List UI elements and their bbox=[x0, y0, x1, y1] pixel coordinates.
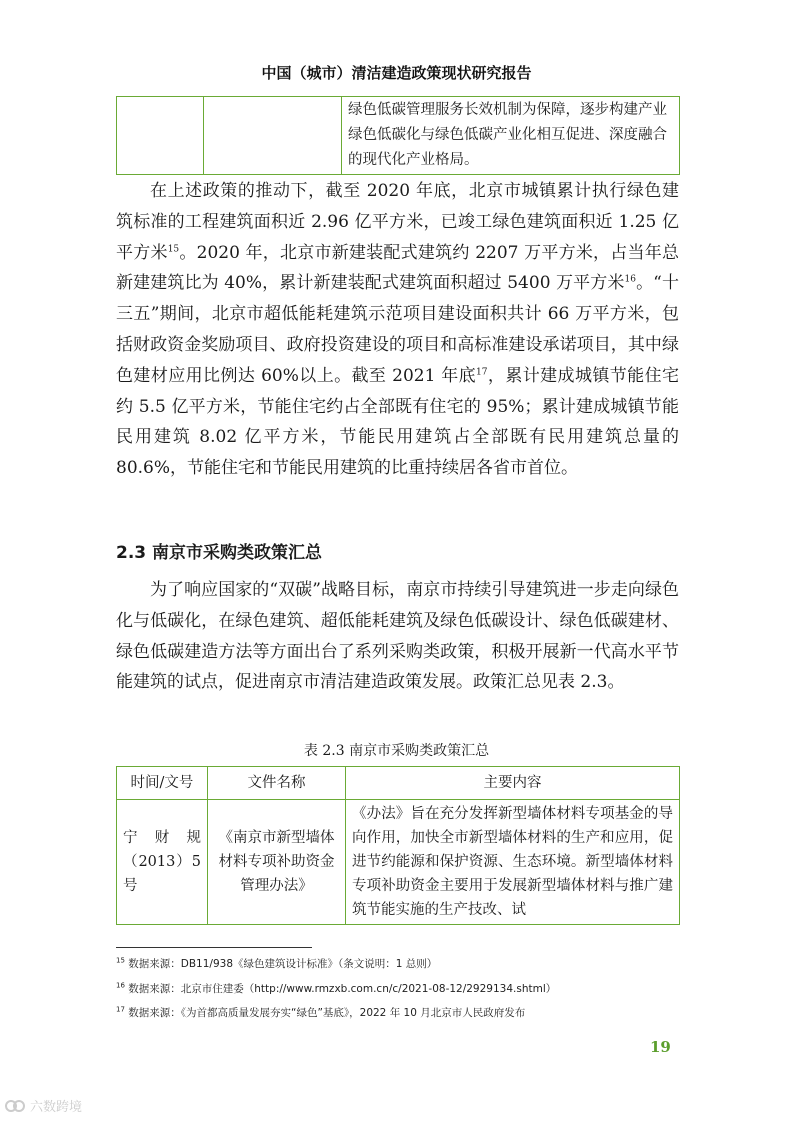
column-header: 时间/文号 bbox=[117, 767, 208, 800]
running-header: 中国（城市）清洁建造政策现状研究报告 bbox=[261, 64, 532, 82]
nanjing-intro-paragraph: 为了响应国家的“双碳”战略目标，南京市持续引导建筑进一步走向绿色化与低碳化，在绿色建筑、超低能耗建筑及绿色低碳设计、绿色低碳建材、绿色低碳建造方法等方面出台了系列采购类政策，积极开展新一代高水平节能建筑的试点，促进南京市清洁建造政策发展。政策汇总见表 2.3。 bbox=[116, 580, 679, 693]
footnote-ref: 16 bbox=[624, 274, 636, 285]
footnote-text: 数据来源：DB11/938《绿色建筑设计标准》（条文说明：1 总则） bbox=[128, 958, 438, 970]
footnote-text: 数据来源：北京市住建委（http://www.rmzxb.com.cn/c/2021-08-12/2929134.shtml） bbox=[128, 983, 557, 995]
footnote-text: 数据来源：《为首都高质量发展夯实“绿色”基底》，2022 年 10 月北京市人民政府发布 bbox=[128, 1007, 526, 1019]
table-cell-content: 绿色低碳管理服务长效机制为保障，逐步构建产业绿色低碳化与绿色低碳产业化相互促进、深度融合的现代化产业格局。 bbox=[342, 97, 680, 175]
footnote-ref: 17 bbox=[476, 367, 488, 378]
table-cell-date bbox=[117, 97, 204, 175]
footnote-number: 15 bbox=[116, 956, 125, 965]
footnote-number: 17 bbox=[116, 1005, 125, 1014]
column-header: 主要内容 bbox=[346, 767, 680, 800]
continued-policy-table bbox=[116, 96, 680, 175]
table-row bbox=[117, 97, 680, 175]
footnote-number: 16 bbox=[116, 981, 125, 990]
paragraph-text: 在上述政策的推动下，截至 2020 年底，北京市城镇累计执行绿色建筑标准的工程建筑面积近 2.96 亿平方米，已竣工绿色建筑面积近 1.25 亿平方米 bbox=[116, 181, 679, 263]
table-cell-title bbox=[204, 97, 342, 175]
footnote bbox=[116, 1005, 686, 1020]
column-header: 文件名称 bbox=[208, 767, 346, 800]
nanjing-policy-table bbox=[116, 766, 680, 925]
table-cell-content: 《办法》旨在充分发挥新型墙体材料专项基金的导向作用，加快全市新型墙体材料的生产和应用，促进节约能源和保护资源、生态环境。新型墙体材料专项补助资金主要用于发展新型墙体材料与推广建筑节能实施的生产技改、试 bbox=[346, 800, 680, 925]
section-heading: 2.3 南京市采购类政策汇总 bbox=[116, 543, 323, 563]
table-row bbox=[117, 800, 680, 925]
footnote bbox=[116, 956, 686, 971]
table-header-row bbox=[117, 767, 680, 800]
watermark-text: 六数跨境 bbox=[30, 1100, 83, 1115]
table-cell-doc-number: 宁财规（2013）5号 bbox=[117, 800, 208, 925]
page-number: 19 bbox=[650, 1038, 671, 1056]
paragraph-text: 。“十三五”期间，北京市超低能耗建筑示范项目建设面积共计 66 万平方米，包括财政资金奖励项目、政府投资建设的项目和高标准建设承诺项目，其中绿色建材应用比例达 60%以上。截至 2021 年底 bbox=[116, 273, 679, 386]
paragraph-text: ，累计建成城镇节能住宅约 5.5 亿平方米，节能住宅约占全部既有住宅的 95%；累计建成城镇节能民用建筑 8.02 亿平方米，节能民用建筑占全部既有民用建筑总量的 80.6%，节能住宅和节能民用建筑的比重持续居各省市首位。 bbox=[116, 365, 680, 479]
watermark bbox=[4, 1096, 82, 1115]
footnote-ref: 15 bbox=[167, 243, 180, 254]
beijing-summary-paragraph bbox=[116, 176, 679, 484]
table-cell-doc-title: 《南京市新型墙体材料专项补助资金管理办法》 bbox=[208, 800, 346, 925]
table-caption: 表 2.3 南京市采购类政策汇总 bbox=[303, 743, 490, 759]
watermark-logo-icon bbox=[4, 1098, 26, 1114]
footnote-divider bbox=[116, 947, 312, 948]
footnote bbox=[116, 981, 686, 996]
paragraph-text: 。2020 年，北京市新建装配式建筑约 2207 万平方米，占当年总新建建筑比为 40%，累计新建装配式建筑面积超过 5400 万平方米 bbox=[116, 242, 679, 294]
